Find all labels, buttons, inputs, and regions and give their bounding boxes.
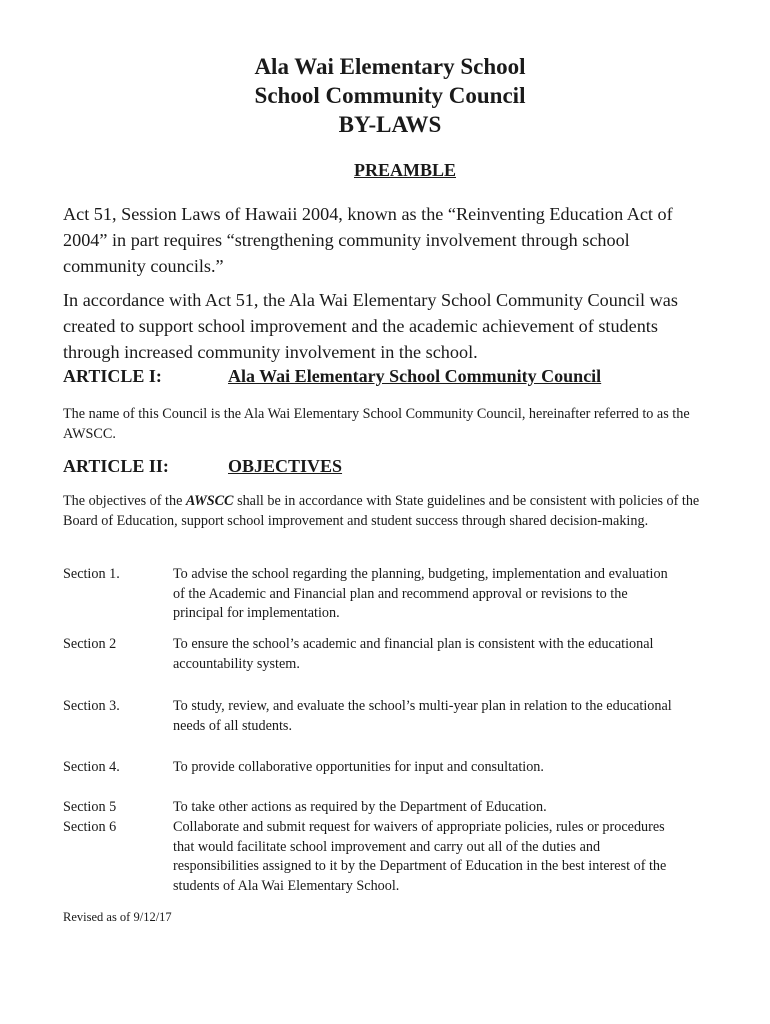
section-number: Section 1.: [63, 566, 120, 582]
section-number: Section 6: [63, 819, 117, 835]
section-text: To ensure the school’s academic and financial plan is consistent with the educational accountability system.: [173, 636, 654, 672]
section-text: To provide collaborative opportunities for input and consultation.: [173, 759, 544, 775]
article-2-label: ARTICLE II:: [63, 456, 169, 476]
article-1-text: The name of this Council is the Ala Wai Elementary School Community Council, hereinafter referred to as the AWSCC.: [63, 406, 690, 442]
article-1-name: Ala Wai Elementary School Community Council: [228, 366, 602, 386]
document-title: [0, 52, 770, 139]
section-number: Section 2: [63, 636, 117, 652]
section-text: To take other actions as required by the Department of Education.: [173, 799, 547, 815]
article-2-text-emphasis: AWSCC: [185, 493, 234, 509]
preamble-heading: PREAMBLE: [353, 160, 456, 180]
article-2-text-before: The objectives of the: [63, 493, 186, 509]
preamble-paragraph-2: In accordance with Act 51, the Ala Wai Elementary School Community Council was created to support school improvement and the academic achievement of students through increased community involvement in the school.: [63, 290, 678, 362]
section-number: Section 3.: [63, 698, 120, 714]
article-1-label: ARTICLE I:: [63, 366, 162, 386]
bylaws-title: BY-LAWS: [338, 112, 442, 137]
section-number: Section 5: [63, 799, 117, 815]
section-text: To advise the school regarding the planning, budgeting, implementation and evaluation of the Academic and Financial plan and recommend approval or revisions to the principal for implementation.: [173, 566, 668, 621]
article-2-text-after: shall be in accordance with State guidelines and be consistent with policies of the Board of Education, support school improvement and student success through shared decision-making.: [63, 493, 700, 529]
section-number: Section 4.: [63, 759, 120, 775]
revision-date: Revised as of 9/12/17: [63, 910, 172, 924]
council-name: School Community Council: [254, 83, 526, 108]
school-name: Ala Wai Elementary School: [254, 54, 526, 79]
section-text: To study, review, and evaluate the school’s multi-year plan in relation to the educational needs of all students.: [173, 698, 672, 734]
article-2-name: OBJECTIVES: [228, 456, 343, 476]
preamble-paragraph-1: Act 51, Session Laws of Hawaii 2004, known as the “Reinventing Education Act of 2004” in part requires “strengthening community involvement through school community councils.”: [63, 204, 673, 276]
article-2-heading: [63, 456, 342, 477]
section-text: Collaborate and submit request for waivers of appropriate policies, rules or procedures that would facilitate school improvement and carry out all of the duties and responsibilities assigned to it by the Department of Education in the best interest of the students of Ala Wai Elementary School.: [173, 819, 667, 894]
article-1-heading: [63, 366, 601, 387]
article-2-text: [63, 492, 713, 531]
